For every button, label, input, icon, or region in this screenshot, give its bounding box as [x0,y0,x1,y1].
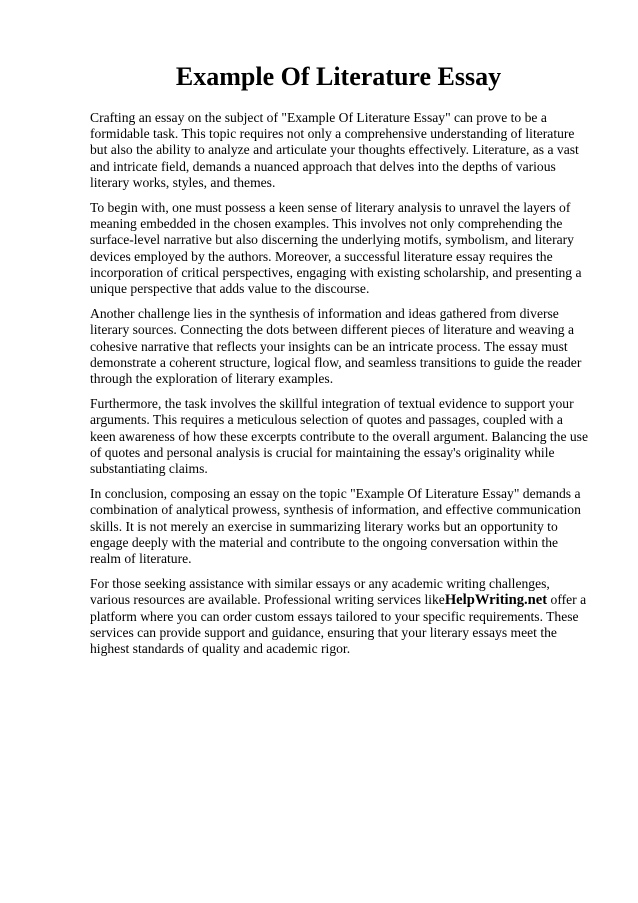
paragraph-6 [90,576,591,657]
helpwriting-link[interactable]: HelpWriting.net [444,592,548,609]
paragraph-1: Crafting an essay on the subject of "Example Of Literature Essay" can prove to be a formidable task. This topic requires not only a comprehensive understanding of literature but also the ability to analyze and articulate your thoughts effectively. Literature, as a vast and intricate field, demands a nuanced approach that delves into the depths of various literary works, styles, and themes. [90,110,579,190]
paragraph-3: Another challenge lies in the synthesis of information and ideas gathered from diverse literary sources. Connecting the dots between different pieces of literature and weaving a cohesive narrative that reflects your insights can be an intricate process. The essay must demonstrate a coherent structure, logical flow, and seamless transitions to guide the reader through the exploration of literary examples. [90,306,582,387]
paragraph-2: To begin with, one must possess a keen sense of literary analysis to unravel the layers of meaning embedded in the chosen examples. This involves not only comprehending the surface-level narrative but also discerning the underlying motifs, symbolism, and literary devices employed by the authors. Moreover, a successful literature essay requires the incorporation of critical perspectives, engaging with existing scholarship, and presenting a unique perspective that adds value to the discourse. [90,200,582,297]
paragraph-6-intro: For those seeking assistance with similar essays or any academic writing challenges, various resources are available. Professional writing services like [90,576,550,608]
paragraph-5: In conclusion, composing an essay on the topic "Example Of Literature Essay" demands a combination of analytical prowess, synthesis of information, and effective communication skills. It is not merely an exercise in summarizing literary works but an opportunity to engage deeply with the material and contribute to the ongoing conversation within the realm of literature. [90,486,581,567]
page-title: Example Of Literature Essay [175,62,502,91]
paragraph-4: Furthermore, the task involves the skillful integration of textual evidence to support your arguments. This requires a meticulous selection of quotes and passages, coupled with a keen awareness of how these excerpts contribute to the overall argument. Balancing the use of quotes and personal analysis is crucial for maintaining the essay's originality while substantiating claims. [90,396,589,477]
paragraph-6-outro: offer a platform where you can order custom essays tailored to your specific requirements. These services can provide support and guidance, ensuring that your literary essays meet the highest standards of quality and academic rigor. [90,592,587,657]
